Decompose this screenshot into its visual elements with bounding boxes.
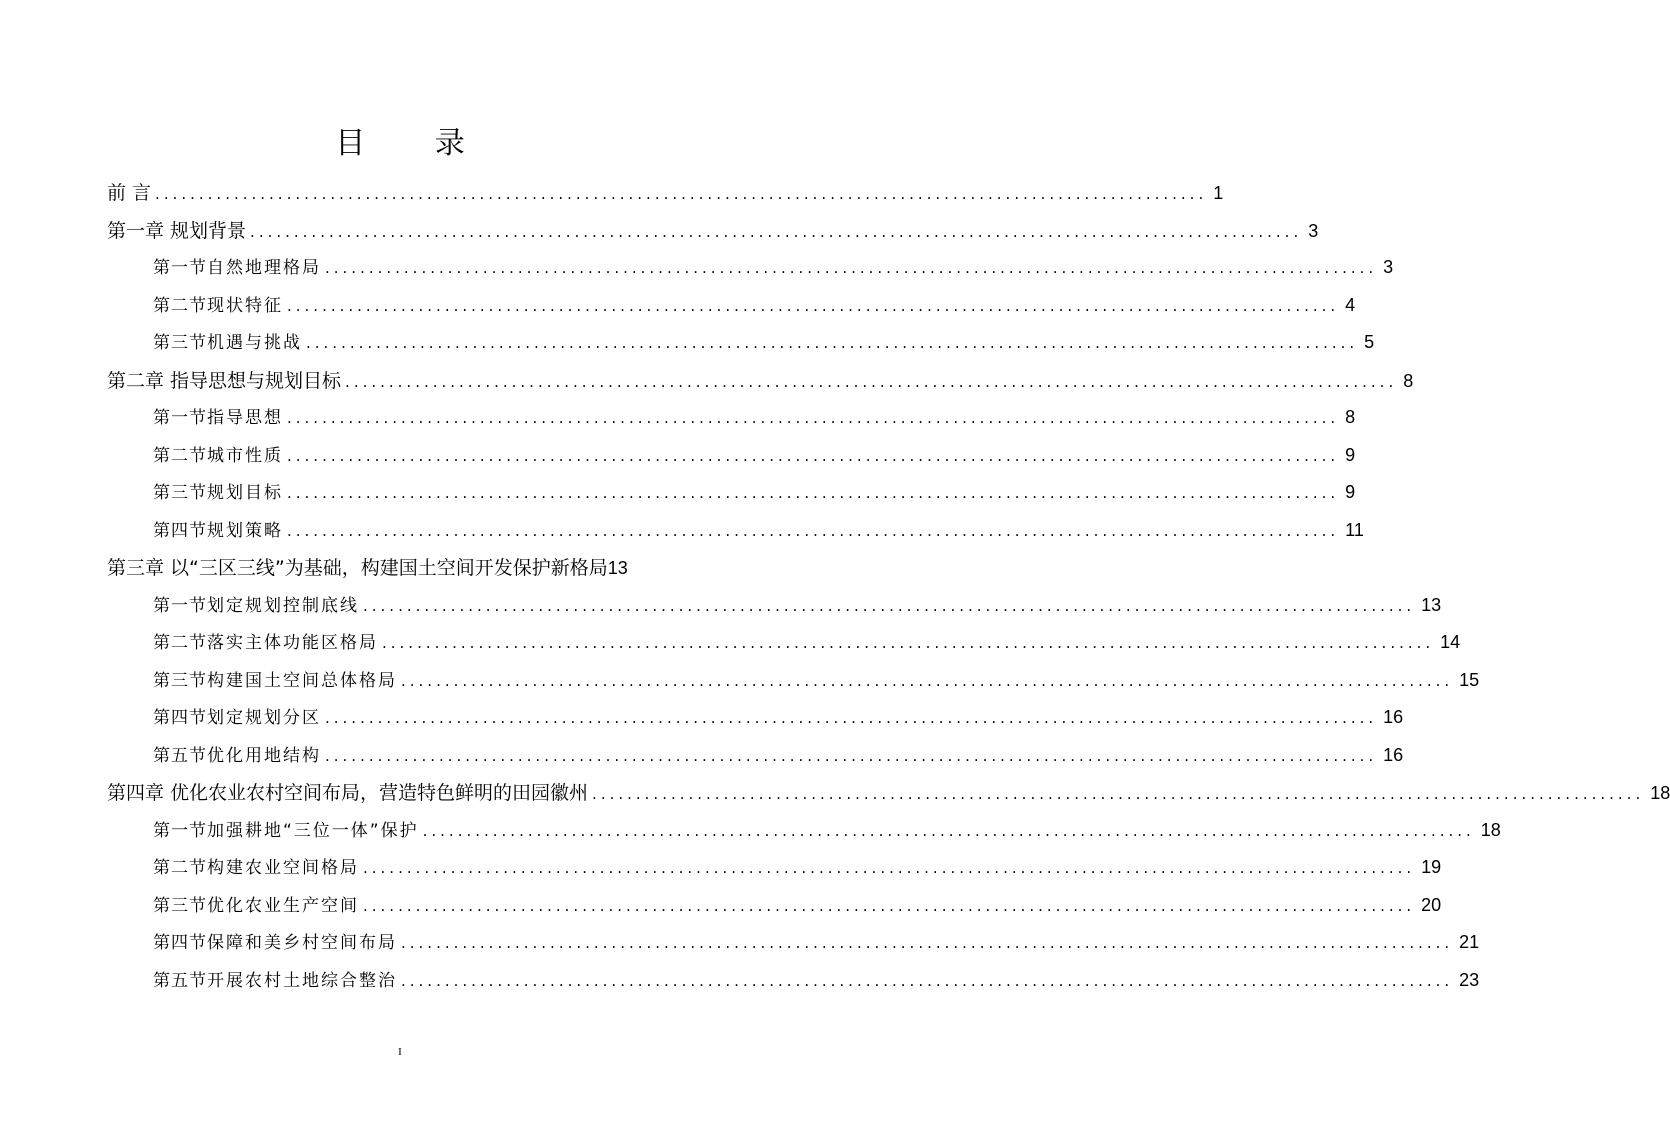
toc-title: 目 录 xyxy=(335,126,495,161)
toc-dot-leader: ........................................................................................................................ xyxy=(287,446,1340,465)
toc-page-number: 3 xyxy=(1308,220,1319,241)
toc-section-number: 第五节 xyxy=(153,970,207,991)
toc-page-number: 13 xyxy=(607,558,628,578)
toc-entry-title: 指导思想 xyxy=(207,408,283,428)
toc-section-number: 第二节 xyxy=(153,858,207,878)
toc-page-number: 16 xyxy=(1383,744,1404,765)
toc-entry[interactable] xyxy=(153,928,1480,953)
toc-page-number: 9 xyxy=(1345,444,1356,465)
toc-entry-title: 加强耕地“三位一体”保护 xyxy=(207,820,419,841)
toc-entry[interactable] xyxy=(153,328,1375,353)
toc-section-number: 第五节 xyxy=(153,745,207,766)
toc-page-number: 11 xyxy=(1345,519,1364,540)
toc-entry-title: 第一章 规划背景 xyxy=(107,219,247,242)
toc-section-number: 第二节 xyxy=(153,295,207,316)
toc-entry-title: 第三章 以“三区三线”为基础，构建国土空间开发保护新格局 xyxy=(107,557,608,579)
toc-dot-leader: ........................................................................................................................ xyxy=(155,185,1208,203)
toc-entry[interactable] xyxy=(107,216,1319,243)
toc-dot-leader: ........................................................................................................................ xyxy=(363,896,1416,915)
toc-dot-leader: ........................................................................................................................ xyxy=(382,634,1435,652)
toc-entry[interactable] xyxy=(153,291,1356,316)
toc-section-number: 第一节 xyxy=(153,408,207,428)
toc-entry[interactable] xyxy=(107,778,1670,805)
toc-page-number: 8 xyxy=(1345,407,1356,427)
toc-page-number: 8 xyxy=(1403,370,1414,391)
toc-page-number: 16 xyxy=(1383,707,1404,727)
toc-page-number: 3 xyxy=(1383,257,1394,277)
toc-entry-title: 前 言 xyxy=(107,182,152,204)
toc-section-number: 第四节 xyxy=(153,708,207,728)
toc-entry[interactable] xyxy=(153,666,1480,691)
toc-page-number: 21 xyxy=(1459,932,1480,952)
toc-page-number: 23 xyxy=(1459,969,1480,990)
toc-entry-title: 划定规划控制底线 xyxy=(207,595,359,616)
toc-entry-title: 划定规划分区 xyxy=(207,708,321,728)
toc-entry-title: 优化用地结构 xyxy=(207,745,321,766)
toc-entry[interactable] xyxy=(153,253,1394,278)
toc-entry[interactable] xyxy=(153,516,1364,541)
toc-entry-title: 落实主体功能区格局 xyxy=(207,633,378,653)
toc-dot-leader: ........................................................................................................................ xyxy=(325,746,1378,765)
toc-dot-leader: ........................................................................................................................ xyxy=(401,671,1454,690)
toc-dot-leader: ........................................................................................................................ xyxy=(363,859,1416,877)
toc-dot-leader: ........................................................................................................................ xyxy=(287,521,1340,540)
toc-dot-leader: ........................................................................................................................ xyxy=(287,296,1340,315)
toc-section-number: 第三节 xyxy=(153,333,207,353)
toc-dot-leader: ........................................................................................................................ xyxy=(401,934,1454,952)
toc-dot-leader: ........................................................................................................................ xyxy=(401,971,1454,990)
toc-entry[interactable] xyxy=(153,741,1404,766)
toc-entry-title: 第四章 优化农业农村空间布局，营造特色鲜明的田园徽州 xyxy=(107,782,589,804)
toc-dot-leader: ........................................................................................................................ xyxy=(325,259,1378,277)
toc-entry-title: 自然地理格局 xyxy=(207,258,321,278)
toc-entry-title: 机遇与挑战 xyxy=(207,333,302,353)
toc-entry-title: 现状特征 xyxy=(207,295,283,316)
toc-dot-leader: ........................................................................................................................ xyxy=(363,596,1416,615)
toc-page-number: 4 xyxy=(1345,294,1356,315)
toc-entry[interactable] xyxy=(107,178,1224,205)
toc-section-number: 第二节 xyxy=(153,633,207,653)
toc-page-number: 14 xyxy=(1440,632,1461,652)
toc-entry-title: 城市性质 xyxy=(207,445,283,466)
toc-entry[interactable] xyxy=(153,441,1356,466)
toc-entry-title: 规划策略 xyxy=(207,520,283,541)
toc-entry[interactable] xyxy=(153,591,1442,616)
toc-dot-leader: ........................................................................................................................ xyxy=(592,785,1645,803)
toc-page-number: 15 xyxy=(1459,669,1480,690)
toc-entry[interactable] xyxy=(153,891,1442,916)
toc-entry[interactable] xyxy=(153,403,1356,428)
toc-section-number: 第三节 xyxy=(153,483,207,503)
toc-page-number: 5 xyxy=(1364,332,1375,352)
toc-section-number: 第四节 xyxy=(153,520,207,541)
toc-page-number: 18 xyxy=(1650,783,1670,803)
toc-entry[interactable] xyxy=(153,816,1501,841)
toc-section-number: 第二节 xyxy=(153,445,207,466)
toc-section-number: 第三节 xyxy=(153,895,207,916)
toc-entry-title: 保障和美乡村空间布局 xyxy=(207,933,397,953)
toc-page-number: 19 xyxy=(1421,857,1442,877)
toc-dot-leader: ........................................................................................................................ xyxy=(250,222,1303,241)
toc-page-number: 9 xyxy=(1345,482,1356,502)
toc-dot-leader: ........................................................................................................................ xyxy=(287,484,1340,502)
toc-dot-leader: ........................................................................................................................ xyxy=(325,709,1378,727)
toc-dot-leader: ........................................................................................................................ xyxy=(345,372,1398,391)
toc-entry-title: 规划目标 xyxy=(207,483,283,503)
toc-dot-leader: ........................................................................................................................ xyxy=(306,334,1359,352)
toc-page-number: 20 xyxy=(1421,894,1442,915)
toc-entry-title: 第二章 指导思想与规划目标 xyxy=(107,369,342,392)
toc-entry-title: 构建农业空间格局 xyxy=(207,858,359,878)
toc-entry[interactable] xyxy=(153,703,1404,728)
toc-section-number: 第一节 xyxy=(153,258,207,278)
toc-dot-leader: ........................................................................................................................ xyxy=(422,821,1475,840)
toc-entry[interactable] xyxy=(107,366,1414,393)
toc-entry[interactable] xyxy=(153,853,1442,878)
toc-section-number: 第三节 xyxy=(153,670,207,691)
toc-page-number: 1 xyxy=(1213,183,1224,203)
toc-entry-title: 构建国土空间总体格局 xyxy=(207,670,397,691)
toc-entry[interactable] xyxy=(107,553,709,580)
toc-dot-leader: ........................................................................................................................ xyxy=(287,409,1340,427)
toc-section-number: 第四节 xyxy=(153,933,207,953)
toc-page-number: 13 xyxy=(1421,594,1442,615)
toc-entry[interactable] xyxy=(153,478,1356,503)
toc-entry[interactable] xyxy=(153,966,1480,991)
toc-section-number: 第一节 xyxy=(153,595,207,616)
page-number-footer: I xyxy=(398,1046,402,1058)
toc-entry[interactable] xyxy=(153,628,1461,653)
toc-entry-title: 优化农业生产空间 xyxy=(207,895,359,916)
toc-entry-title: 开展农村土地综合整治 xyxy=(207,970,397,991)
toc-page-number: 18 xyxy=(1480,819,1501,840)
toc-section-number: 第一节 xyxy=(153,820,207,841)
